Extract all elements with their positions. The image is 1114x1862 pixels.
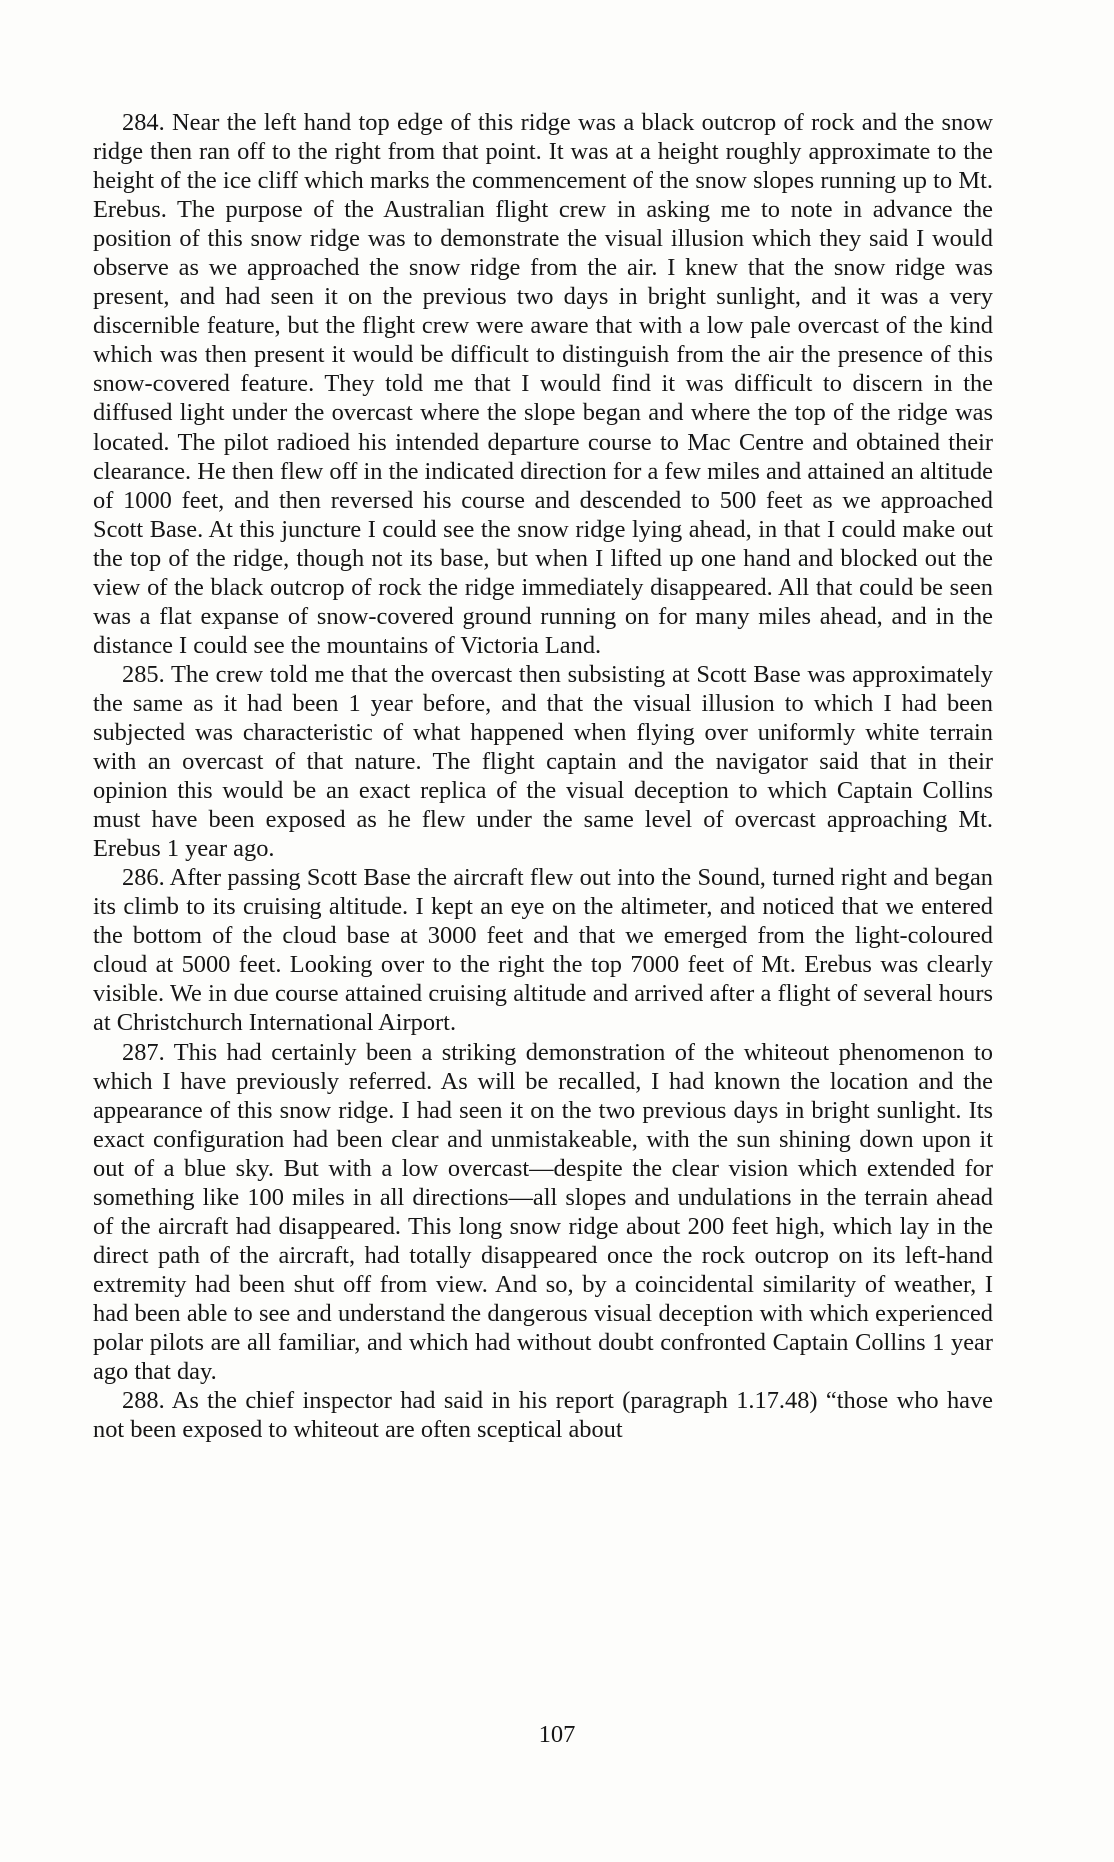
paragraph-284: 284. Near the left hand top edge of this ridge was a black outcrop of rock and the snow ridge then ran off to the right from that point. It was at a height roughly approximate to the height of the ice cliff which marks the commencement of the snow slopes running up to Mt. Erebus. The purpose of the Australian flight crew in asking me to note in advance the position of this snow ridge was to demonstrate the visual illusion which they said I would observe as we approached the snow ridge from the air. I knew that the snow ridge was present, and had seen it on the previous two days in bright sunlight, and it was a very discernible feature, but the flight crew were aware that with a low pale overcast of the kind which was then present it would be difficult to distinguish from the air the presence of this snow-covered feature. They told me that I would find it was difficult to discern in the diffused light under the overcast where the slope began and where the top of the ridge was located. The pilot radioed his intended departure course to Mac Centre and obtained their clearance. He then flew off in the indicated direction for a few miles and attained an altitude of 1000 feet, and then reversed his course and descended to 500 feet as we approached Scott Base. At this juncture I could see the snow ridge lying ahead, in that I could make out the top of the ridge, though not its base, but when I lifted up one hand and blocked out the view of the black outcrop of rock the ridge immediately disappeared. All that could be seen was a flat expanse of snow-covered ground running on for many miles ahead, and in the distance I could see the mountains of Victoria Land. — [93, 109, 993, 659]
paragraph-287: 287. This had certainly been a striking demonstration of the whiteout phenomenon to which I have previously referred. As will be recalled, I had known the location and the appearance of this snow ridge. I had seen it on the two previous days in bright sunlight. Its exact configuration had been clear and unmistakeable, with the sun shining down upon it out of a blue sky. But with a low overcast—despite the clear vision which extended for something like 100 miles in all directions—all slopes and undulations in the terrain ahead of the aircraft had disappeared. This long snow ridge about 200 feet high, which lay in the direct path of the aircraft, had totally disappeared once the rock outcrop on its left-hand extremity had been shut off from view. And so, by a coincidental similarity of weather, I had been able to see and understand the dangerous visual deception with which experienced polar pilots are all familiar, and which had without doubt confronted Captain Collins 1 year ago that day. — [93, 1038, 993, 1386]
paragraph-285: 285. The crew told me that the overcast then subsisting at Scott Base was approximately the same as it had been 1 year before, and that the visual illusion to which I had been subjected was characteristic of what happened when flying over uniformly white terrain with an overcast of that nature. The flight captain and the navigator said that in their opinion this would be an exact replica of the visual deception to which Captain Collins must have been exposed as he flew under the same level of overcast approaching Mt. Erebus 1 year ago. — [93, 660, 993, 863]
paragraph-286: 286. After passing Scott Base the aircraft flew out into the Sound, turned right and began its climb to its cruising altitude. I kept an eye on the altimeter, and noticed that we entered the bottom of the cloud base at 3000 feet and that we emerged from the light-coloured cloud at 5000 feet. Looking over to the right the top 7000 feet of Mt. Erebus was clearly visible. We in due course attained cruising altitude and arrived after a flight of several hours at Christchurch International Airport. — [93, 864, 993, 1037]
paragraph-288: 288. As the chief inspector had said in his report (paragraph 1.17.48) “those who have not been exposed to whiteout are often sceptical about — [93, 1387, 993, 1444]
page-number: 107 — [538, 1721, 576, 1748]
body-text — [93, 108, 993, 1444]
